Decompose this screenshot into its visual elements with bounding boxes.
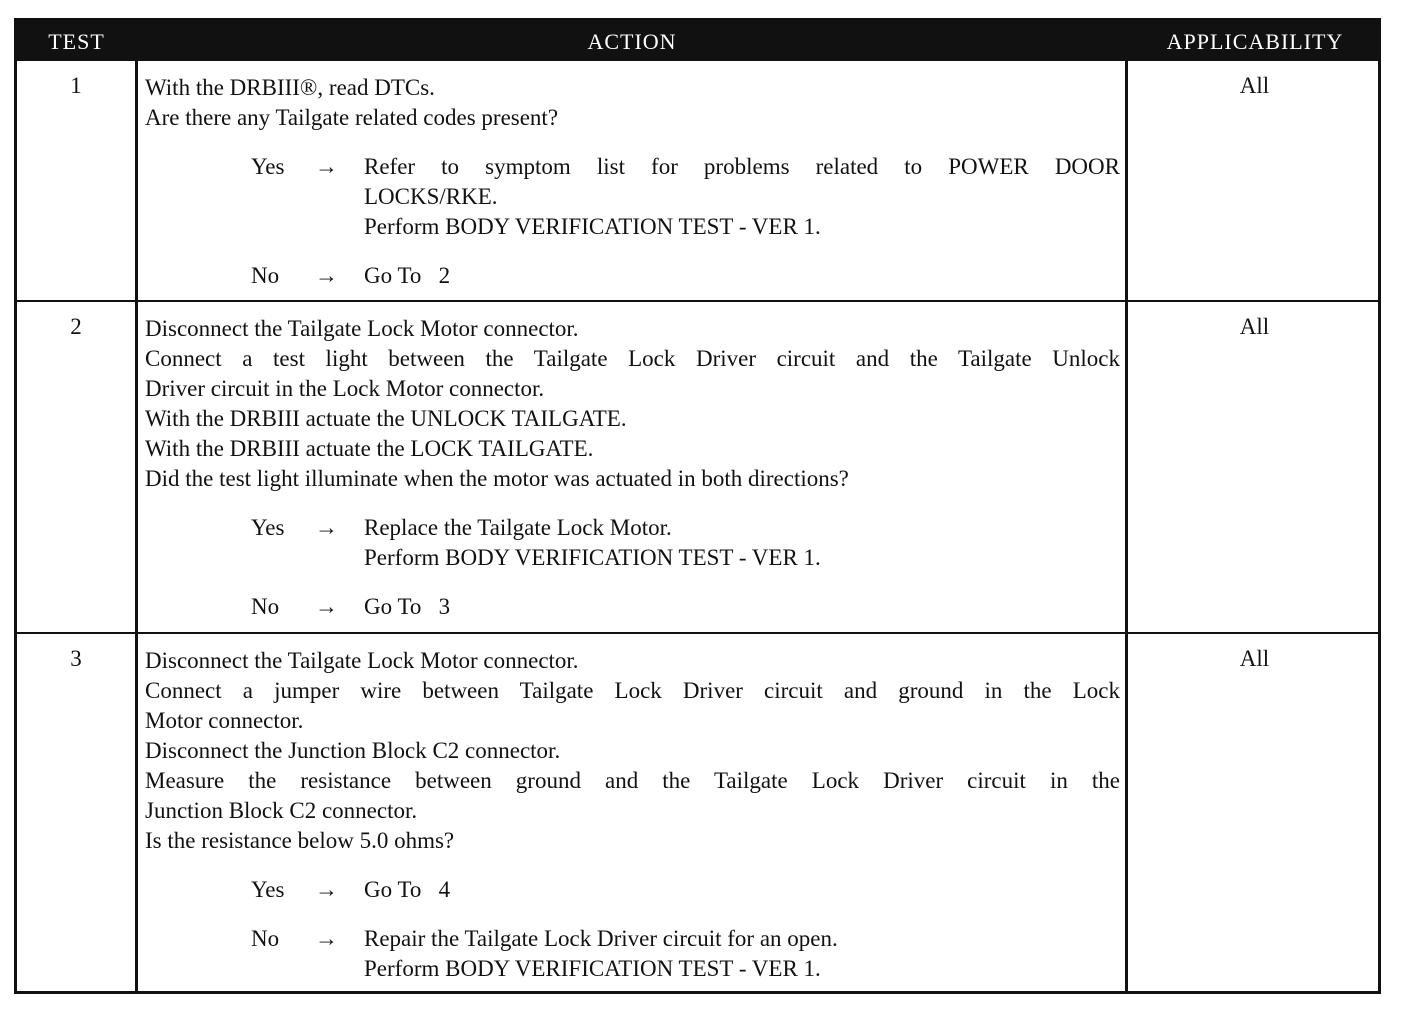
column-divider: [135, 61, 138, 991]
arrow-icon: →: [315, 877, 338, 902]
row-divider: [17, 300, 1378, 302]
arrow-icon: →: [315, 515, 338, 540]
header-test: TEST: [48, 29, 105, 54]
no-label: No: [251, 263, 280, 288]
no-response: [145, 924, 1120, 984]
applicability-value: All: [1239, 314, 1270, 339]
no-label: No: [251, 594, 280, 619]
action-step: Disconnect the Tailgate Lock Motor connector.: [145, 316, 579, 341]
action-step: Is the resistance below 5.0 ohms?: [145, 828, 455, 853]
action-step: Connect a test light between the Tailgate Lock Driver circuit and the Tailgate Unlock: [145, 346, 1120, 371]
action-step: Disconnect the Junction Block C2 connector.: [145, 738, 561, 763]
yes-label: Yes: [251, 154, 285, 179]
response-line: Repair the Tailgate Lock Driver circuit for an open.: [364, 926, 838, 951]
yes-label: Yes: [251, 515, 285, 540]
applicability-value: All: [1239, 73, 1270, 98]
action-step: With the DRBIII actuate the LOCK TAILGATE.: [145, 436, 594, 461]
response-line: LOCKS/RKE.: [364, 184, 498, 209]
action-step: Measure the resistance between ground and the Tailgate Lock Driver circuit in the: [145, 768, 1120, 793]
response-line: Perform BODY VERIFICATION TEST - VER 1.: [364, 545, 821, 570]
header-action: ACTION: [587, 29, 677, 54]
yes-label: Yes: [251, 877, 285, 902]
diagnostic-test-table: [14, 18, 1381, 994]
action-step: Are there any Tailgate related codes present?: [145, 105, 559, 130]
no-response: [145, 261, 1120, 291]
response-line: Perform BODY VERIFICATION TEST - VER 1.: [364, 214, 821, 239]
action-step: With the DRBIII®, read DTCs.: [145, 75, 435, 100]
action-cell: [145, 314, 1120, 622]
response-line: Perform BODY VERIFICATION TEST - VER 1.: [364, 956, 821, 981]
yes-response: [145, 875, 1120, 905]
row-divider: [17, 632, 1378, 634]
action-step: Disconnect the Tailgate Lock Motor connector.: [145, 648, 579, 673]
action-cell: [145, 646, 1120, 984]
yes-response: [145, 152, 1120, 242]
response-line: Refer to symptom list for problems related to POWER DOOR: [364, 154, 1120, 179]
action-step: Connect a jumper wire between Tailgate Lock Driver circuit and ground in the Lock: [145, 678, 1120, 703]
action-step: With the DRBIII actuate the UNLOCK TAILGATE.: [145, 406, 627, 431]
action-cell: [145, 73, 1120, 291]
action-step: Did the test light illuminate when the motor was actuated in both directions?: [145, 466, 849, 491]
response-line: Go To 4: [364, 877, 451, 902]
arrow-icon: →: [315, 594, 338, 619]
test-number: 2: [70, 314, 82, 339]
test-number: 3: [70, 646, 82, 671]
column-divider: [1125, 61, 1128, 991]
action-step: Junction Block C2 connector.: [145, 798, 418, 823]
response-line: Go To 3: [364, 594, 451, 619]
header-applicability: APPLICABILITY: [1166, 29, 1344, 54]
action-step: Motor connector.: [145, 708, 304, 733]
arrow-icon: →: [315, 263, 338, 288]
no-label: No: [251, 926, 280, 951]
arrow-icon: →: [315, 154, 338, 179]
applicability-value: All: [1239, 646, 1270, 671]
response-line: Replace the Tailgate Lock Motor.: [364, 515, 672, 540]
yes-response: [145, 513, 1120, 573]
test-number: 1: [70, 73, 82, 98]
table-header: [17, 21, 1378, 61]
response-line: Go To 2: [364, 263, 451, 288]
no-response: [145, 592, 1120, 622]
arrow-icon: →: [315, 926, 338, 951]
action-step: Driver circuit in the Lock Motor connector.: [145, 376, 545, 401]
